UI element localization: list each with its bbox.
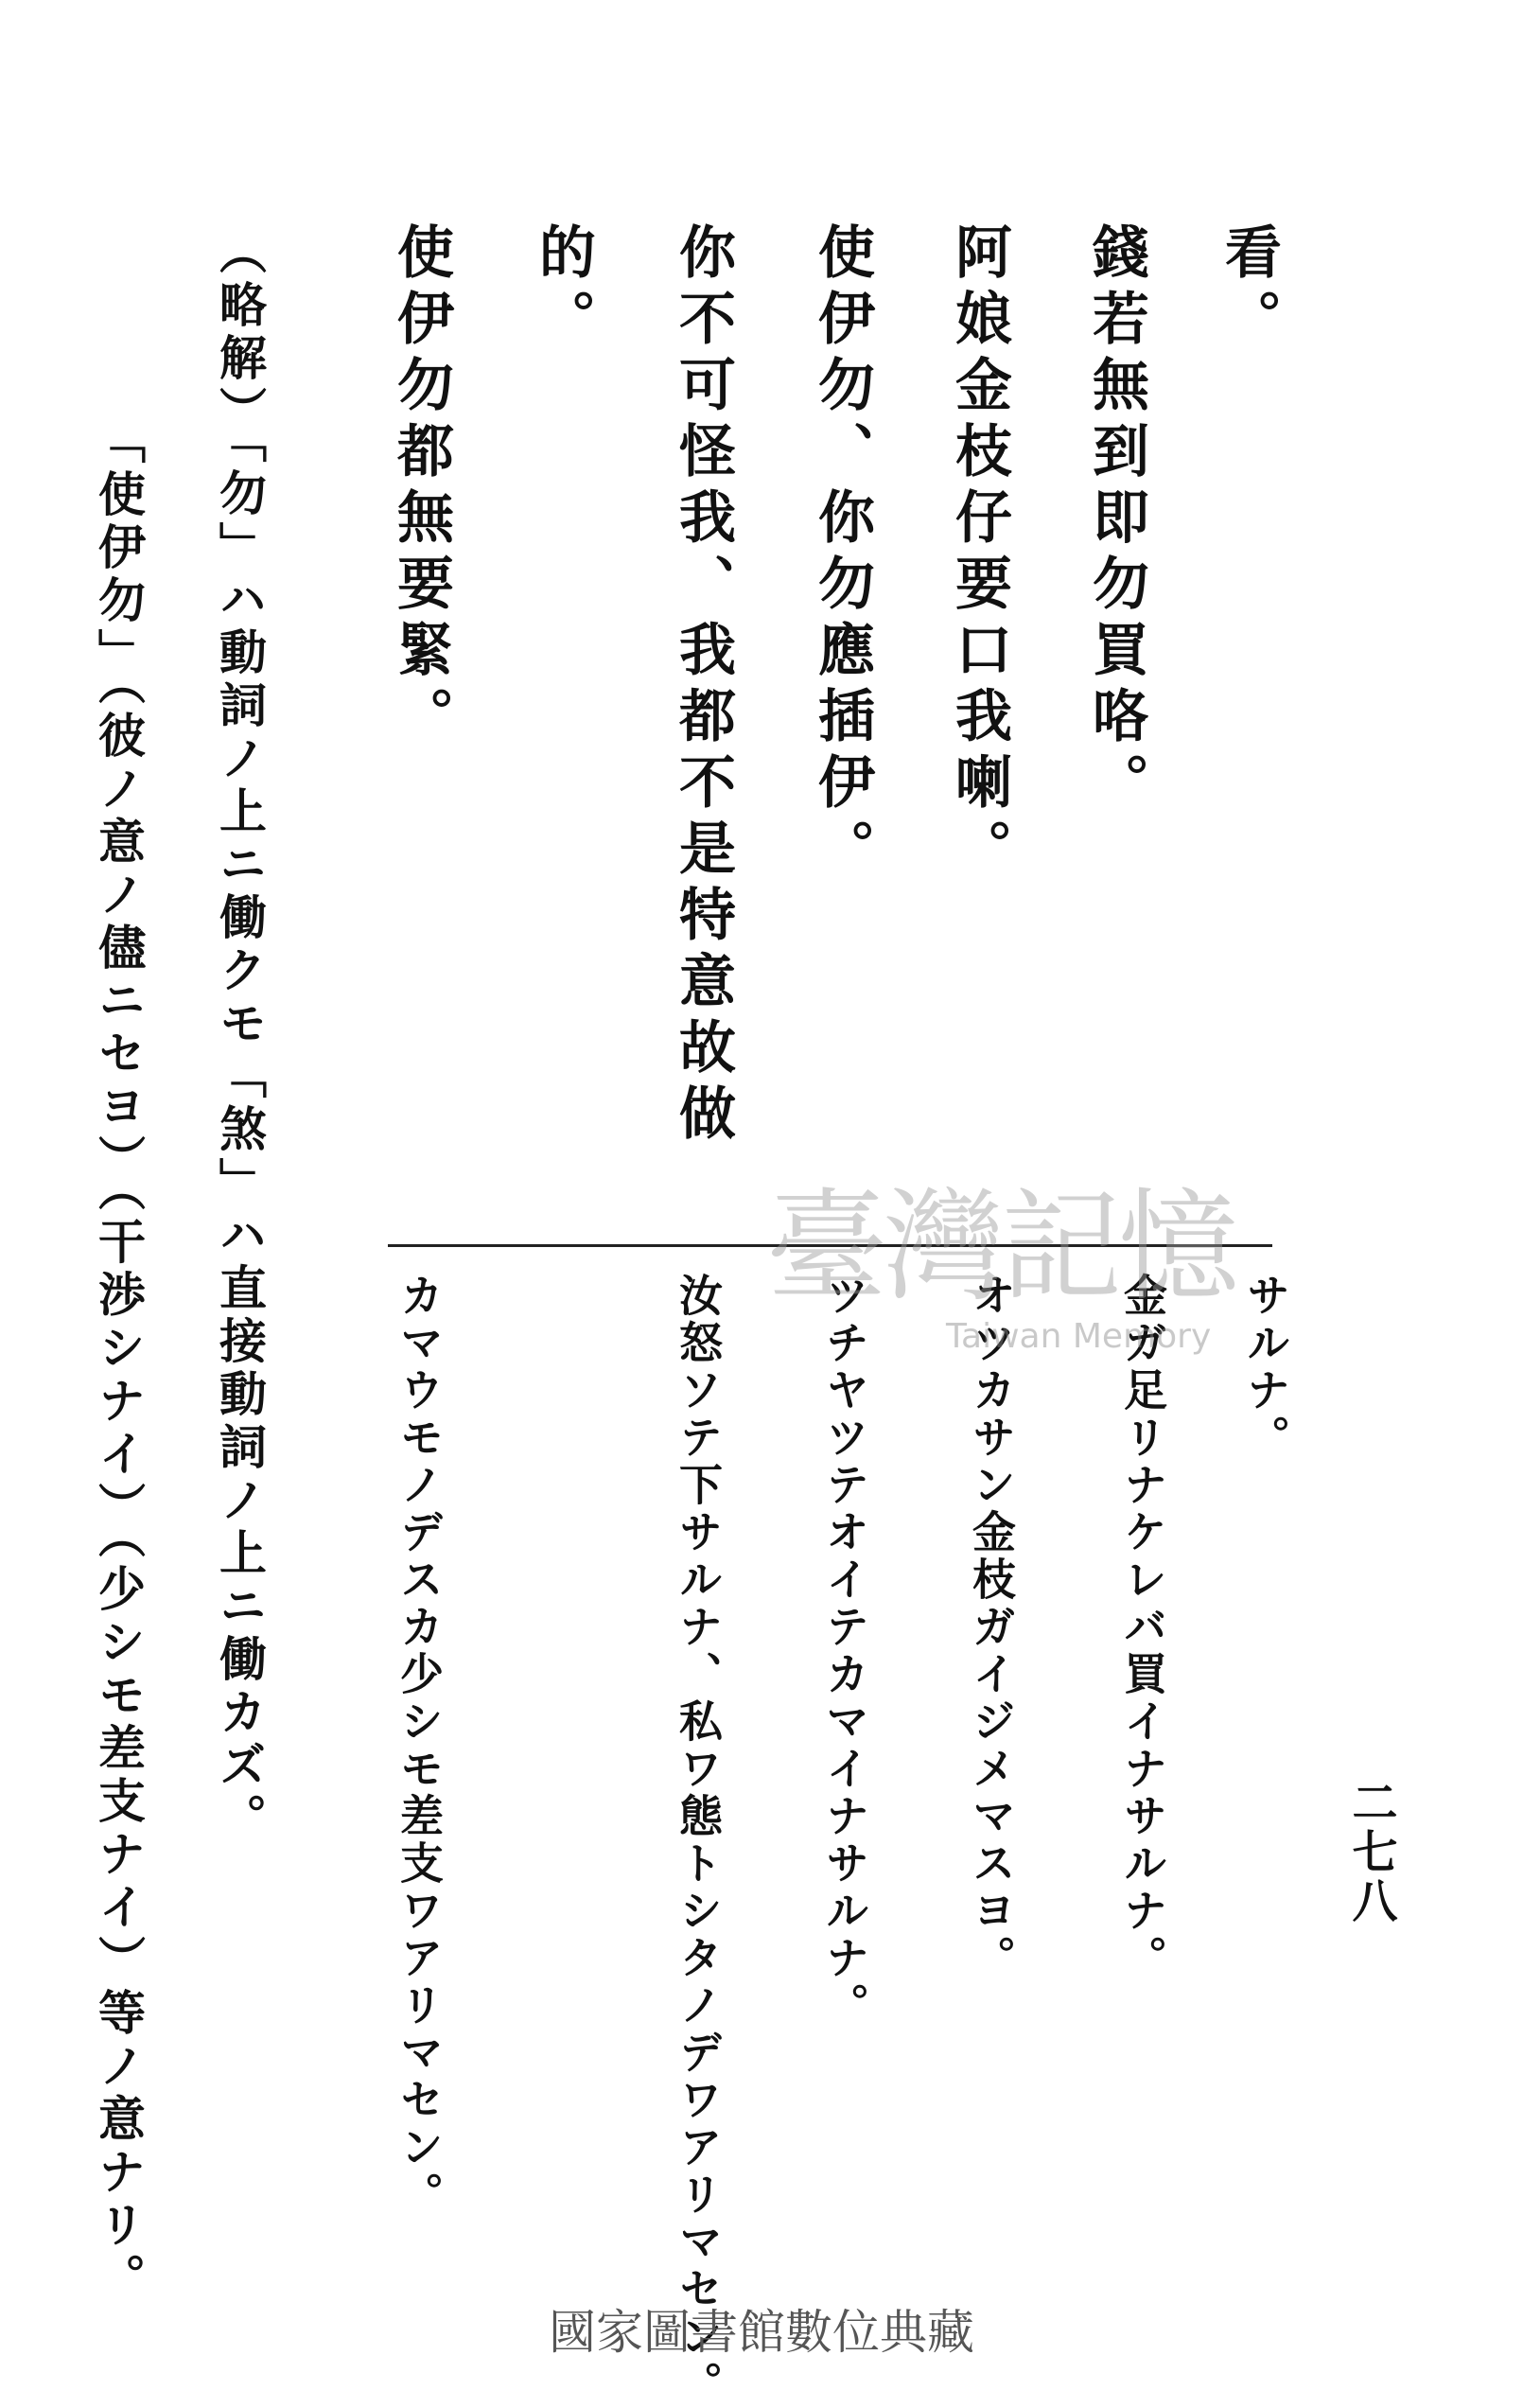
upper-column: 使伊勿、你勿應插伊。: [809, 222, 875, 885]
note-column: （略解）「勿」ハ動詞ノ上ニ働クモ「煞」ハ直接動詞ノ上ニ働カズ。: [212, 227, 268, 1846]
upper-column: 錢若無到即勿買咯。: [1083, 222, 1149, 818]
upper-column: 阿娘金枝仔要口我喇。: [946, 222, 1012, 885]
lower-column: 汝怒ソテ下サルナ、私ワ態トシタノデワアリマセン。: [673, 1273, 724, 2408]
watermark-logo: [766, 1177, 1296, 1396]
upper-column: 的。: [530, 222, 596, 355]
upper-column: 看。: [1216, 222, 1282, 355]
footer-credit: 國家圖書館數位典藏: [549, 2305, 974, 2360]
upper-column: 使伊勿都無要緊。: [388, 222, 454, 752]
lower-column: 金ガ足リナケレバ買イナサルナ。: [1117, 1273, 1168, 1982]
upper-column: 你不可怪我、我都不是特意故做: [670, 222, 736, 1150]
lower-column: カマウモノデスカ少シモ差支ワアリマセン。: [394, 1273, 445, 2219]
lower-column: オツカサン金枝ガイジメマスヨ。: [966, 1273, 1017, 1982]
watermark-latin: Taiwan Memory: [946, 1317, 1212, 1356]
page-number: 二七八: [1344, 1779, 1397, 1926]
lower-column: ツチヤツテオイテカマイナサルナ。: [819, 1273, 870, 2030]
note-column: 「使伊勿」（彼ノ意ノ儘ニセヨ）（干渉シナイ）（少シモ差支ナイ）等ノ意ナリ。: [91, 416, 147, 2306]
lower-column: サルナ。: [1240, 1273, 1291, 1462]
watermark-chinese: 臺灣記憶: [766, 1177, 1236, 1318]
